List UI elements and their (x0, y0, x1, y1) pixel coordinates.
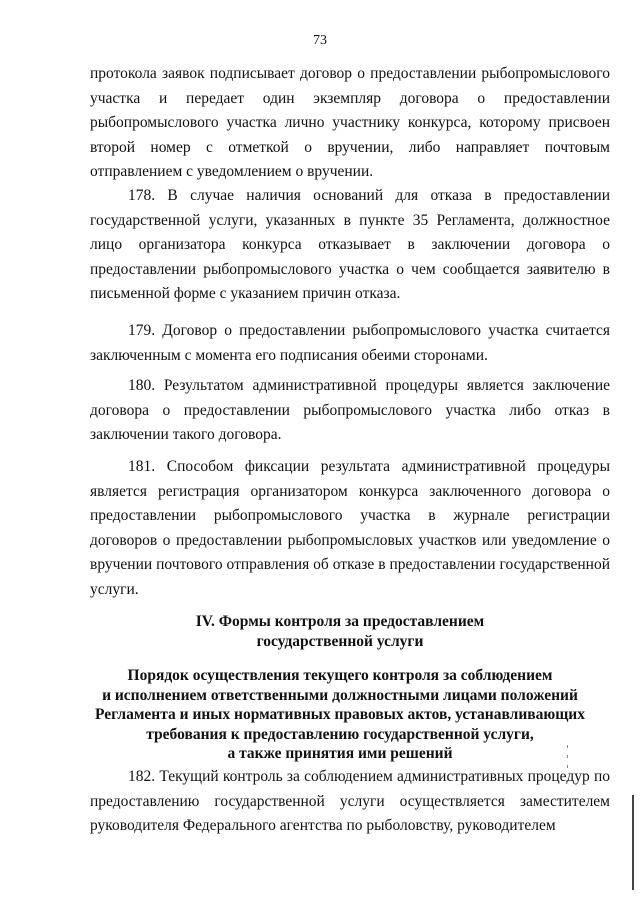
paragraph-178-text: 178. В случае наличия оснований для отказа в предоставлении государственной услуги, указанных в пункте 35 Регламента, должностное лицо организатора конкурса отказывает в заключении договора о предоставлении рыбопромыслового участка о чем сообщается заявителю в письменной форме с указанием причин отказа. (90, 187, 610, 303)
paragraph-182 (90, 765, 610, 839)
scan-edge-mark (632, 795, 634, 890)
section-heading (70, 612, 610, 652)
paragraph-continuation: протокола заявок подписывает договор о предоставлении рыбопромыслового участка и передает один экземпляр договора о предоставлении рыбопромыслового участка лично участнику конкурса, которому присвоен второй номер с отметкой о вручении, либо направляет почтовым отправлением с уведомлением о вручении. (90, 65, 610, 181)
paragraph-178 (90, 184, 610, 307)
paragraph-182-text: 182. Текущий контроль за соблюдением административных процедур по предоставлению государственной услуги осуществляется заместителем руководителя Федерального агентства по рыболовству, руководителем (90, 768, 610, 835)
paragraph-180 (90, 374, 610, 448)
scan-speck (567, 755, 568, 758)
section-heading-line-1: IV. Формы контроля за предоставлением (195, 613, 485, 630)
subsection-heading-line-4: требования к предоставлению государственной услуги, (146, 725, 534, 743)
subsection-heading-line-2: и исполнением ответственными должностными лицами положений (102, 686, 578, 704)
paragraph-179-text: 179. Договор о предоставлении рыбопромыслового участка считается заключенным с момента его подписания обеими сторонами. (90, 322, 610, 364)
paragraph-179 (90, 319, 610, 368)
section-heading-line-2: государственной услуги (256, 633, 424, 650)
subsection-heading-line-1: Порядок осуществления текущего контроля за соблюдением (127, 667, 553, 684)
paragraph-180-text: 180. Результатом административной процедуры является заключение договора о предоставлении рыбопромыслового участка либо отказ в заключении такого договора. (90, 377, 610, 444)
subsection-heading-line-5: а также принятия ими решений (227, 745, 453, 762)
page-number: 73 (313, 33, 327, 48)
subsection-heading-line-3: Регламента и иных нормативных правовых актов, устанавливающих (95, 706, 585, 723)
subsection-heading (70, 666, 610, 764)
paragraph-181-text: 181. Способом фиксации результата административной процедуры является регистрация организатором конкурса заключенного договора о предоставлении рыбопромыслового участка в журнале регистрации договоров о предоставлении рыбопромысловых участков или уведомление о вручении почтового отправления об отказе в предоставлении государственной услуги. (90, 458, 610, 598)
paragraph-181 (90, 455, 610, 603)
scan-speck (567, 765, 568, 768)
scan-speck (567, 745, 568, 748)
